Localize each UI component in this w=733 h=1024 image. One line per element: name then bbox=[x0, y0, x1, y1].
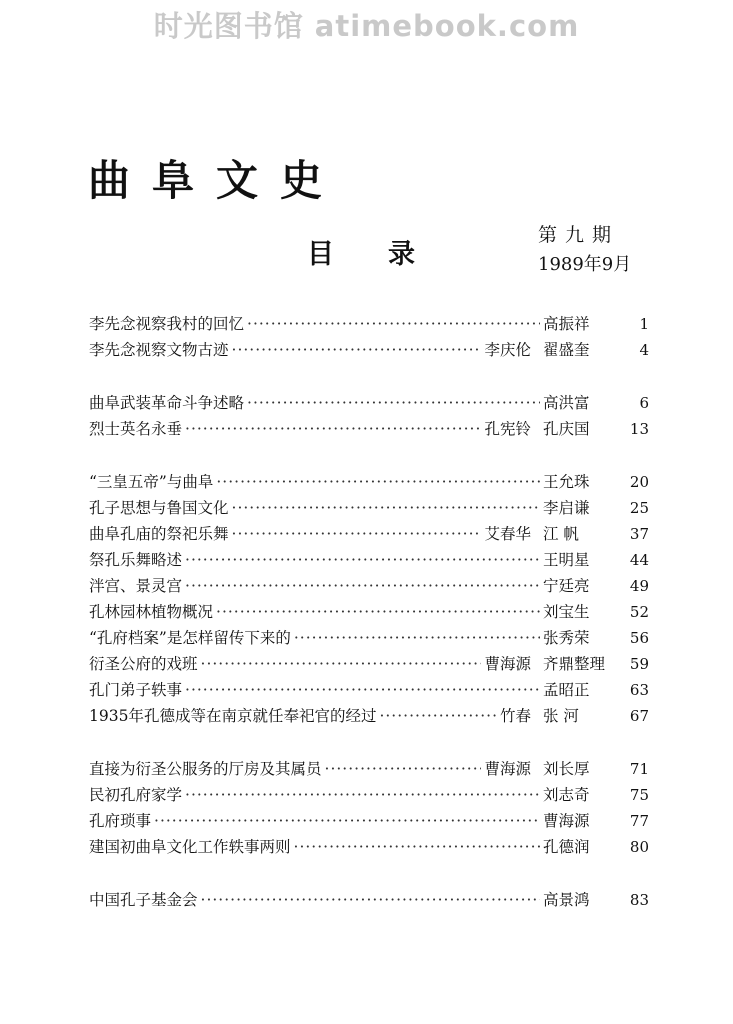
dot-leader bbox=[201, 891, 540, 909]
entry-author: 李启谦 bbox=[543, 499, 590, 517]
entry-author: 王明星 bbox=[543, 551, 590, 569]
entry-author: 高景鸿 bbox=[543, 891, 590, 909]
entry-page-number: 1 bbox=[639, 315, 649, 333]
entry-title: 泮宫、景灵宫 bbox=[89, 577, 183, 595]
entry-author: 高振祥 bbox=[543, 315, 590, 333]
toc-entry[interactable] bbox=[89, 888, 649, 914]
entry-title: 1935年孔德成等在南京就任奉祀官的经过 bbox=[89, 707, 377, 725]
entry-page-number: 20 bbox=[629, 473, 649, 491]
toc-entry[interactable] bbox=[89, 574, 649, 600]
toc-group bbox=[89, 391, 649, 443]
entry-title: 衍圣公府的戏班 bbox=[89, 655, 198, 673]
entry-author: 张秀荣 bbox=[543, 629, 590, 647]
dot-leader bbox=[247, 394, 540, 412]
entry-author: 宁廷亮 bbox=[543, 577, 590, 595]
entry-coauthor: 李庆伦 bbox=[484, 341, 531, 359]
entry-page-number: 83 bbox=[629, 891, 649, 909]
toc-entry[interactable] bbox=[89, 835, 649, 861]
dot-leader bbox=[216, 473, 540, 491]
entry-author: 翟盛奎 bbox=[543, 341, 590, 359]
entry-title: 孔子思想与鲁国文化 bbox=[89, 499, 229, 517]
toc-entry[interactable] bbox=[89, 522, 649, 548]
dot-leader bbox=[154, 812, 540, 830]
dot-leader bbox=[216, 603, 540, 621]
toc-entry[interactable] bbox=[89, 470, 649, 496]
entry-title: 曲阜武装革命斗争述略 bbox=[89, 394, 245, 412]
entry-author: 曹海源 bbox=[543, 812, 590, 830]
dot-leader bbox=[185, 681, 540, 699]
issue-date: 1989年9月 bbox=[538, 254, 632, 275]
dot-leader bbox=[185, 786, 540, 804]
entry-author: 孔庆国 bbox=[543, 420, 590, 438]
entry-title: “孔府档案”是怎样留传下来的 bbox=[89, 629, 291, 647]
toc-group bbox=[89, 470, 649, 730]
entry-page-number: 4 bbox=[639, 341, 649, 359]
entry-title: 曲阜孔庙的祭祀乐舞 bbox=[89, 525, 229, 543]
toc-entry[interactable] bbox=[89, 312, 649, 338]
dot-leader bbox=[232, 525, 482, 543]
entry-page-number: 59 bbox=[629, 655, 649, 673]
entry-title: 烈士英名永垂 bbox=[89, 420, 183, 438]
entry-title: 民初孔府家学 bbox=[89, 786, 183, 804]
toc-group bbox=[89, 312, 649, 364]
toc-entry[interactable] bbox=[89, 338, 649, 364]
watermark: 时光图书馆 atimebook.com bbox=[153, 9, 580, 43]
toc-entry[interactable] bbox=[89, 626, 649, 652]
entry-page-number: 71 bbox=[629, 760, 649, 778]
entry-page-number: 67 bbox=[629, 707, 649, 725]
dot-leader bbox=[185, 551, 540, 569]
entry-author: 齐鼎整理 bbox=[543, 655, 606, 673]
toc-group bbox=[89, 757, 649, 861]
toc-entry[interactable] bbox=[89, 704, 649, 730]
dot-leader bbox=[294, 629, 540, 647]
entry-page-number: 13 bbox=[629, 420, 649, 438]
dot-leader bbox=[247, 315, 540, 333]
dot-leader bbox=[185, 420, 481, 438]
dot-leader bbox=[185, 577, 540, 595]
toc-group bbox=[89, 888, 649, 914]
journal-title: 曲阜文史 bbox=[88, 156, 345, 205]
entry-page-number: 52 bbox=[629, 603, 649, 621]
dot-leader bbox=[325, 760, 482, 778]
entry-coauthor: 曹海源 bbox=[484, 760, 531, 778]
dot-leader bbox=[379, 707, 497, 725]
toc-entry[interactable] bbox=[89, 652, 649, 678]
toc-entry[interactable] bbox=[89, 391, 649, 417]
entry-page-number: 63 bbox=[629, 681, 649, 699]
toc-entry[interactable] bbox=[89, 417, 649, 443]
entry-page-number: 37 bbox=[629, 525, 649, 543]
toc-entry[interactable] bbox=[89, 783, 649, 809]
entry-title: 中国孔子基金会 bbox=[89, 891, 198, 909]
entry-title: 李先念视察我村的回忆 bbox=[89, 315, 245, 333]
toc-entry[interactable] bbox=[89, 678, 649, 704]
entry-title: 直接为衍圣公服务的厅房及其属员 bbox=[89, 760, 322, 778]
entry-author: 张 河 bbox=[543, 707, 579, 725]
entry-author: 刘宝生 bbox=[543, 603, 590, 621]
toc-entry[interactable] bbox=[89, 548, 649, 574]
entry-title: 建国初曲阜文化工作轶事两则 bbox=[89, 838, 291, 856]
entry-title: 祭孔乐舞略述 bbox=[89, 551, 183, 569]
entry-page-number: 56 bbox=[629, 629, 649, 647]
dot-leader bbox=[232, 341, 482, 359]
toc-entry[interactable] bbox=[89, 600, 649, 626]
entry-author: 孔德润 bbox=[543, 838, 590, 856]
entry-author: 刘志奇 bbox=[543, 786, 590, 804]
toc-entry[interactable] bbox=[89, 496, 649, 522]
entry-author: 江 帆 bbox=[543, 525, 579, 543]
entry-page-number: 80 bbox=[629, 838, 649, 856]
entry-coauthor: 曹海源 bbox=[484, 655, 531, 673]
entry-page-number: 6 bbox=[639, 394, 649, 412]
entry-coauthor: 艾春华 bbox=[484, 525, 531, 543]
entry-author: 孟昭正 bbox=[543, 681, 590, 699]
entry-page-number: 44 bbox=[629, 551, 649, 569]
dot-leader bbox=[232, 499, 540, 517]
entry-author: 刘长厚 bbox=[543, 760, 590, 778]
entry-coauthor: 竹春 bbox=[499, 707, 531, 725]
toc-entry[interactable] bbox=[89, 809, 649, 835]
contents-title: 目录 bbox=[307, 239, 469, 270]
entry-title: 孔林园林植物概况 bbox=[89, 603, 214, 621]
entry-page-number: 25 bbox=[629, 499, 649, 517]
issue-number: 第九期 bbox=[538, 224, 620, 246]
entry-title: “三皇五帝”与曲阜 bbox=[89, 473, 214, 491]
entry-page-number: 75 bbox=[629, 786, 649, 804]
table-of-contents bbox=[89, 312, 649, 914]
dot-leader bbox=[294, 838, 540, 856]
entry-page-number: 49 bbox=[629, 577, 649, 595]
entry-title: 李先念视察文物古迹 bbox=[89, 341, 229, 359]
toc-entry[interactable] bbox=[89, 757, 649, 783]
entry-title: 孔门弟子轶事 bbox=[89, 681, 183, 699]
entry-author: 高洪富 bbox=[543, 394, 590, 412]
entry-coauthor: 孔宪铃 bbox=[484, 420, 531, 438]
dot-leader bbox=[201, 655, 482, 673]
entry-author: 王允珠 bbox=[543, 473, 590, 491]
entry-page-number: 77 bbox=[629, 812, 649, 830]
entry-title: 孔府琐事 bbox=[89, 812, 152, 830]
